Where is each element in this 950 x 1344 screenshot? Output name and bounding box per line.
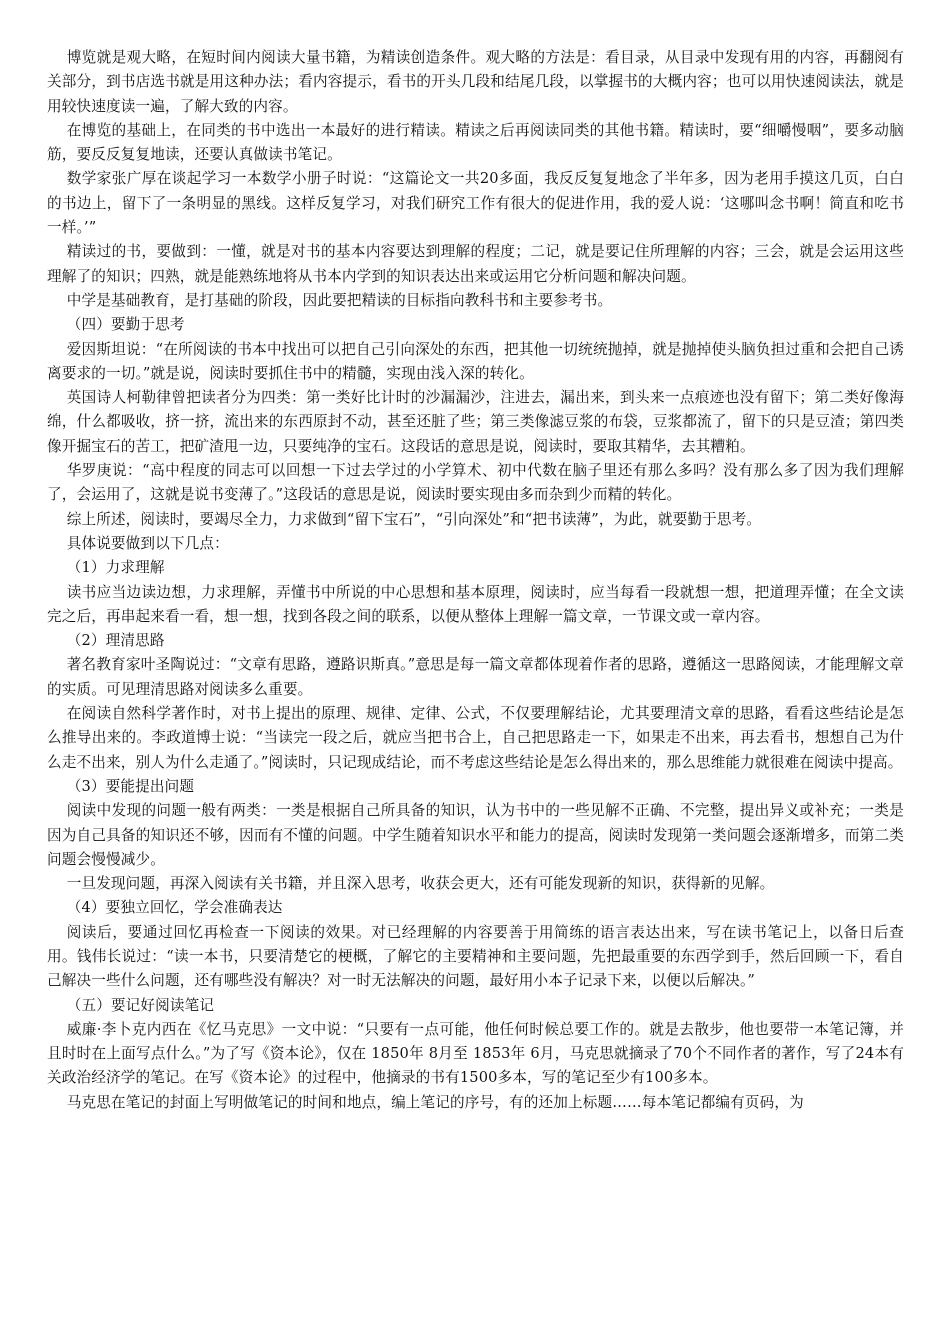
paragraph: 具体说要做到以下几点： [66, 534, 229, 552]
paragraph: 阅读后，要通过回忆再检查一下阅读的效果。对已经理解的内容要善于用简练的语言表达出来，写在读书笔记上，以备日后查用。钱伟长说过：“读一本书，只要清楚它的梗概，了解它的主要精神和主要问题，先把最重要的东西学到手，然后回顾一下，看自己解决一些什么问题，还有哪些没有解决？对一时无法解决的问题，最好用小本子记录下来，以便以后解决。” [47, 923, 904, 990]
paragraph: 阅读中发现的问题一般有两类：一类是根据自己所具备的知识，认为书中的一些见解不正确、不完整，提出异义或补充；一类是因为自己具备的知识还不够，因而有不懂的问题。中学生随着知识水平和能力的提高，阅读时发现第一类问题会逐渐增多，而第二类问题会慢慢减少。 [47, 802, 904, 868]
subsection-heading: （4）要独立回忆，学会准确表达 [66, 899, 283, 917]
paragraph: 著名教育家叶圣陶说过：“文章有思路，遵路识斯真。”意思是每一篇文章都体现着作者的思路，遵循这一思路阅读，才能理解文章的实质。可见理清思路对阅读多么重要。 [47, 656, 904, 698]
paragraph: 精读过的书，要做到：一懂，就是对书的基本内容要达到理解的程度；二记，就是要记住所理解的内容；三会，就是会运用这些理解了的知识；四熟，就是能熟练地将从书本内学到的知识表达出来或运用它分析问题和解决问题。 [47, 243, 904, 285]
document-body [47, 46, 904, 1115]
paragraph: 在博览的基础上，在同类的书中选出一本最好的进行精读。精读之后再阅读同类的其他书籍。精读时，要“细嚼慢咽”，要多动脑筋，要反反复复地读，还要认真做读书笔记。 [47, 121, 904, 164]
subsection-heading: （2）理清思路 [66, 632, 165, 650]
paragraph: 读书应当边读边想，力求理解，弄懂书中所说的中心思想和基本原理，阅读时，应当每看一段就想一想，把道理弄懂；在全文读完之后，再串起来看一看，想一想，找到各段之间的联系，以便从整体上理解一篇文章，一节课文或一章内容。 [47, 583, 904, 625]
subsection-heading: （1）力求理解 [66, 559, 165, 577]
section-heading: （五）要记好阅读笔记 [66, 996, 215, 1014]
paragraph: 在阅读自然科学著作时，对书上提出的原理、规律、定律、公式，不仅要理解结论，尤其要理清文章的思路，看看这些结论是怎么推导出来的。李政道博士说：“当读完一段之后，就应当把书合上，自己把思路走一下，如果走不出来，再去看书，想想自己为什么走不出来，别人为什么走通了。”阅读时，只记现成结论，而不考虑这些结论是怎么得出来的，那么思维能力就很难在阅读中提高。 [47, 705, 904, 771]
paragraph: 英国诗人柯勒律曾把读者分为四类：第一类好比计时的沙漏漏沙，注进去，漏出来，到头来一点痕迹也没有留下；第二类好像海绵，什么都吸收，挤一挤，流出来的东西原封不动，甚至还脏了些；第三类像滤豆浆的布袋，豆浆都流了，留下的只是豆渣；第四类像开掘宝石的苦工，把矿渣甩一边，只要纯净的宝石。这段话的意思是说，阅读时，要取其精华，去其糟粕。 [47, 389, 904, 455]
paragraph: 数学家张广厚在谈起学习一本数学小册子时说：“这篇论文一共20多面，我反反复复地念了半年多，因为老用手摸这几页，白白的书边上，留下了一条明显的黑线。这样反复学习，对我们研究工作有很大的促进作用，我的爱人说：‘这哪叫念书啊！简直和吃书一样。’” [47, 170, 904, 237]
paragraph: 威廉·李卜克内西在《忆马克思》一文中说：“只要有一点可能，他任何时候总要工作的。就是去散步，他也要带一本笔记簿，并且时时在上面写点什么。”为了写《资本论》，仅在 1850年 8月至 1853年 6月，马克思就摘录了70个不同作者的著作，写了24本有关政治经济学的笔记。在写《资本论》的过程中，他摘录的书有1500多本，写的笔记至少有100多本。 [47, 1020, 904, 1087]
paragraph: 马克思在笔记的封面上写明做笔记的时间和地点，编上笔记的序号，有的还加上标题……每本笔记都编有页码，为 [66, 1093, 804, 1111]
subsection-heading: （3）要能提出问题 [66, 777, 195, 795]
paragraph: 华罗庚说：“高中程度的同志可以回想一下过去学过的小学算术、初中代数在脑子里还有那么多吗？没有那么多了因为我们理解了，会运用了，这就是说书变薄了。”这段话的意思是说，阅读时要实现由多而杂到少而精的转化。 [47, 462, 904, 504]
paragraph: 爱因斯坦说：“在所阅读的书本中找出可以把自己引向深处的东西，把其他一切统统抛掉，就是抛掉使头脑负担过重和会把自己诱离要求的一切。”就是说，阅读时要抓住书中的精髓，实现由浅入深的转化。 [47, 340, 904, 382]
section-heading: （四）要勤于思考 [66, 316, 185, 334]
paragraph: 一旦发现问题，再深入阅读有关书籍，并且深入思考，收获会更大，还有可能发现新的知识，获得新的见解。 [66, 875, 775, 893]
paragraph: 中学是基础教育，是打基础的阶段，因此要把精读的目标指向教科书和主要参考书。 [66, 291, 613, 309]
paragraph: 综上所述，阅读时，要竭尽全力，力求做到“留下宝石”，“引向深处”和“把书读薄”，为此，就要勤于思考。 [66, 510, 762, 528]
paragraph: 博览就是观大略，在短时间内阅读大量书籍，为精读创造条件。观大略的方法是：看目录，从目录中发现有用的内容，再翻阅有关部分，到书店选书就是用这种办法；看内容提示，看书的开头几段和结尾几段，以掌握书的大概内容；也可以用快速阅读法，就是用较快速度读一遍，了解大致的内容。 [47, 49, 904, 115]
